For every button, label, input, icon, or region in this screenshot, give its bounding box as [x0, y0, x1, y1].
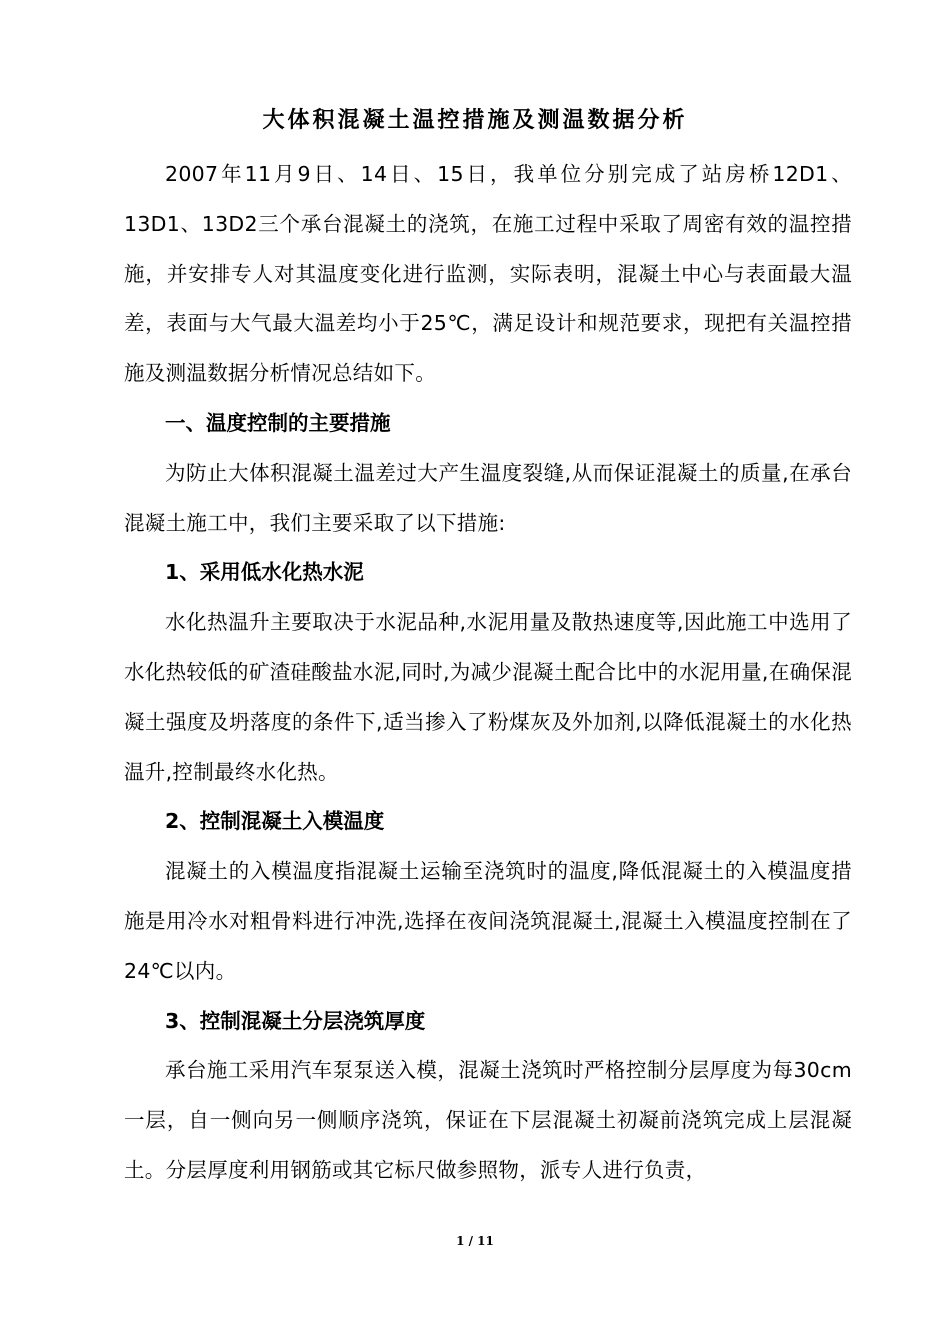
item-heading-low-heat-cement: 1、采用低水化热水泥	[165, 560, 364, 585]
item-paragraph-low-heat-cement: 水化热温升主要取决于水泥品种,水泥用量及散热速度等,因此施工中选用了水化热较低的矿渣硅酸盐水泥,同时,为减少混凝土配合比中的水泥用量,在确保混凝土强度及坍落度的条件下,适当掺入了粉煤灰及外加剂,以降低混凝土的水化热温升,控制最终水化热。	[124, 610, 852, 784]
document-body	[124, 150, 852, 1196]
item-paragraph-layer-thickness: 承台施工采用汽车泵泵送入模，混凝土浇筑时严格控制分层厚度为每30cm一层，自一侧向另一侧顺序浇筑，保证在下层混凝土初凝前浇筑完成上层混凝土。分层厚度利用钢筋或其它标尺做参照物，派专人进行负责，	[124, 1058, 852, 1182]
page-number: 1 / 11	[456, 1234, 494, 1248]
intro-paragraph: 2007年11月9日、14日、15日，我单位分别完成了站房桥12D1、13D1、13D2三个承台混凝土的浇筑，在施工过程中采取了周密有效的温控措施，并安排专人对其温度变化进行监测，实际表明，混凝土中心与表面最大温差，表面与大气最大温差均小于25℃，满足设计和规范要求，现把有关温控措施及测温数据分析情况总结如下。	[124, 162, 852, 386]
section-heading-temperature-control: 一、温度控制的主要措施	[165, 410, 391, 435]
item-heading-layer-thickness: 3、控制混凝土分层浇筑厚度	[165, 1008, 426, 1033]
item-paragraph-placement-temperature: 混凝土的入模温度指混凝土运输至浇筑时的温度,降低混凝土的入模温度措施是用冷水对粗骨料进行冲洗,选择在夜间浇筑混凝土,混凝土入模温度控制在了24℃以内。	[124, 859, 852, 983]
item-heading-placement-temperature: 2、控制混凝土入模温度	[165, 809, 385, 834]
document-title: 大体积混凝土温控措施及测温数据分析	[262, 107, 688, 133]
section-paragraph-temperature-control: 为防止大体积混凝土温差过大产生温度裂缝,从而保证混凝土的质量,在承台混凝土施工中，我们主要采取了以下措施:	[124, 460, 852, 535]
